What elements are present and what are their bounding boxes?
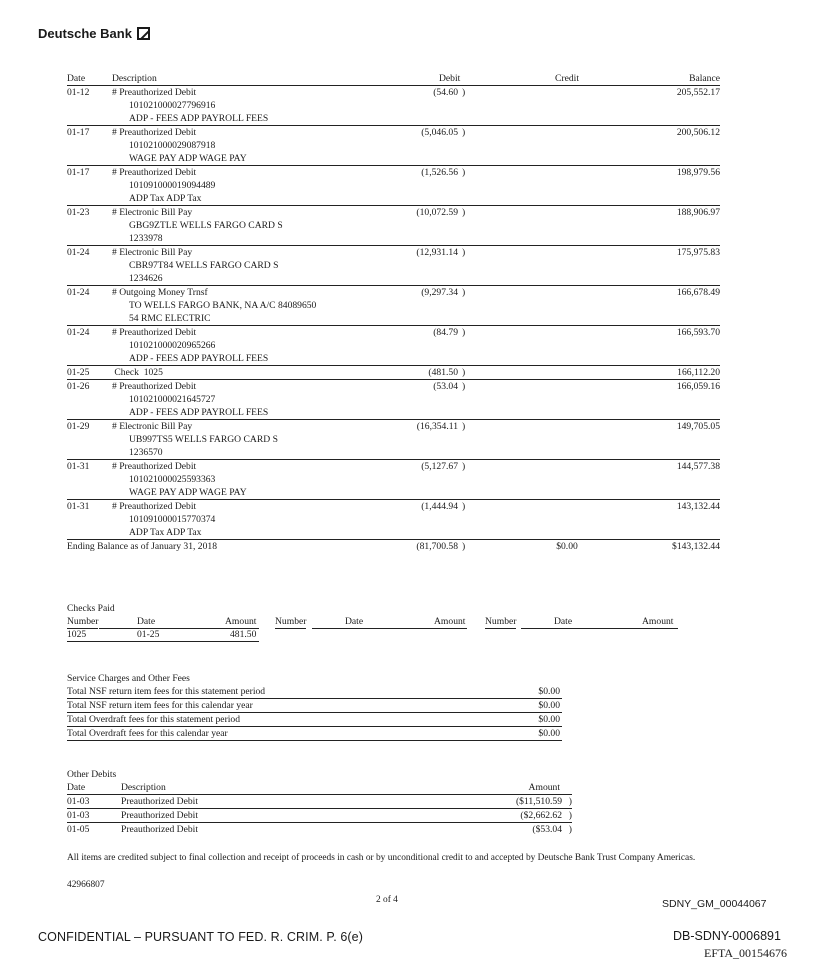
ending-credit-total: $0.00 <box>556 541 578 552</box>
transaction-date: 01-24 <box>67 327 90 338</box>
transaction-detail-line: 101021000021645727 <box>129 394 216 405</box>
transaction-description <box>67 366 720 379</box>
fee-label: Total NSF return item fees for this statement period <box>67 686 266 697</box>
transaction-row <box>67 326 720 366</box>
col-header-description: Description <box>112 73 157 84</box>
transaction-detail-line: ADP - FEES ADP PAYROLL FEES <box>129 353 269 364</box>
transaction-row <box>67 286 720 326</box>
transaction-type: # Preauthorized Debit <box>112 87 197 98</box>
col-header-balance: Balance <box>689 73 720 84</box>
deutsche-bank-slash-square-icon <box>137 27 150 40</box>
transaction-date: 01-26 <box>67 381 90 392</box>
other-debit-amount: ($2,662.62 <box>520 810 562 821</box>
col-header-debit: Debit <box>439 73 461 84</box>
transaction-debit: (9,297.34 <box>421 287 458 298</box>
transaction-debit-paren: ) <box>462 127 466 138</box>
fee-row <box>67 713 562 727</box>
transaction-detail-line: 1233978 <box>129 233 163 244</box>
transaction-date: 01-24 <box>67 247 90 258</box>
check-row <box>67 628 682 641</box>
transaction-type: # Preauthorized Debit <box>112 461 197 472</box>
other-debit-paren: ) <box>568 796 572 807</box>
check-date: 01-25 <box>137 629 160 640</box>
check-number: 1025 <box>67 629 87 640</box>
transaction-detail-line: CBR97T84 WELLS FARGO CARD S <box>129 260 279 271</box>
checks-paid-title: Checks Paid <box>67 603 115 614</box>
transaction-debit-paren: ) <box>462 381 466 392</box>
transaction-balance: 198,979.56 <box>676 167 720 178</box>
transaction-detail-line: ADP - FEES ADP PAYROLL FEES <box>129 113 269 124</box>
other-debits-header-row <box>67 781 572 795</box>
transaction-detail-line: 101021000025593363 <box>129 474 216 485</box>
transaction-description <box>67 286 720 325</box>
transaction-debit: (5,046.05 <box>421 127 458 138</box>
transaction-description <box>67 500 720 539</box>
other-debit-description: Preauthorized Debit <box>121 810 198 821</box>
transaction-date: 01-31 <box>67 461 90 472</box>
transaction-balance: 175,975.83 <box>676 247 720 258</box>
transaction-detail-line: 101091000015770374 <box>129 514 216 525</box>
transaction-debit: (1,526.56 <box>421 167 458 178</box>
transaction-description <box>67 460 720 499</box>
transaction-balance: 144,577.38 <box>676 461 720 472</box>
transaction-description <box>67 126 720 165</box>
transaction-debit: (1,444.94 <box>421 501 458 512</box>
fee-label: Total Overdraft fees for this calendar year <box>67 728 228 739</box>
check-col-number-2: Number <box>275 616 307 627</box>
transaction-date: 01-17 <box>67 167 90 178</box>
check-col-amount-1: Amount <box>225 616 257 627</box>
transaction-row <box>67 366 720 380</box>
transaction-debit: (16,354.11 <box>416 421 458 432</box>
check-col-date-3: Date <box>554 616 573 627</box>
transaction-debit: (481.50 <box>428 367 458 378</box>
transaction-detail-line: ADP Tax ADP Tax <box>129 527 202 538</box>
transaction-debit-paren: ) <box>462 287 466 298</box>
confidential-notice: CONFIDENTIAL – PURSUANT TO FED. R. CRIM. P. 6(e) <box>38 930 363 944</box>
transaction-detail-line: GBG9ZTLE WELLS FARGO CARD S <box>129 220 283 231</box>
other-debit-date: 01-03 <box>67 810 90 821</box>
transaction-balance: 200,506.12 <box>676 127 720 138</box>
disclaimer-text: All items are credited subject to final collection and receipt of proceeds in cash or by unconditional credit to and accepted by Deutsche Bank Trust Company Americas. <box>67 853 696 863</box>
transaction-row <box>67 206 720 246</box>
checks-paid-header-row <box>67 615 682 628</box>
check-col-number-1: Number <box>67 616 99 627</box>
other-col-amount: Amount <box>528 782 560 793</box>
transaction-row <box>67 420 720 460</box>
transaction-balance: 166,112.20 <box>677 367 720 378</box>
other-debit-amount: ($53.04 <box>532 824 562 835</box>
transaction-type: # Outgoing Money Trnsf <box>112 287 208 298</box>
ending-balance-total: $143,132.44 <box>672 541 720 552</box>
other-debit-date: 01-05 <box>67 824 90 835</box>
transaction-date: 01-25 <box>67 367 90 378</box>
transaction-debit: (12,931.14 <box>416 247 458 258</box>
transaction-description <box>67 166 720 205</box>
transaction-row <box>67 380 720 420</box>
transactions-table <box>67 72 720 553</box>
transaction-row <box>67 86 720 126</box>
bates-number-gm: SDNY_GM_00044067 <box>662 898 767 910</box>
transaction-row <box>67 126 720 166</box>
transaction-balance: 205,552.17 <box>676 87 720 98</box>
transaction-debit: (5,127.67 <box>421 461 458 472</box>
transactions-body <box>67 86 720 540</box>
other-debit-amount: ($11,510.59 <box>515 796 562 807</box>
service-charges-section <box>67 672 562 741</box>
transaction-type: # Preauthorized Debit <box>112 327 197 338</box>
check-col-date-1: Date <box>137 616 156 627</box>
ending-balance-row <box>67 540 720 553</box>
other-debit-paren: ) <box>568 824 572 835</box>
transaction-type: Check 1025 <box>112 367 163 378</box>
transaction-date: 01-24 <box>67 287 90 298</box>
efta-number: EFTA_00154676 <box>704 946 788 960</box>
transaction-detail-line: ADP Tax ADP Tax <box>129 193 202 204</box>
other-debits-title: Other Debits <box>67 769 117 780</box>
transaction-row <box>67 500 720 540</box>
transaction-detail-line: 101021000020965266 <box>129 340 216 351</box>
transaction-type: # Preauthorized Debit <box>112 501 197 512</box>
transaction-type: # Electronic Bill Pay <box>112 421 193 432</box>
fee-amount: $0.00 <box>538 686 560 697</box>
fee-amount: $0.00 <box>538 714 560 725</box>
checks-paid-section <box>67 602 682 641</box>
transaction-row <box>67 166 720 206</box>
transaction-type: # Electronic Bill Pay <box>112 207 193 218</box>
transaction-detail-line: ADP - FEES ADP PAYROLL FEES <box>129 407 269 418</box>
transaction-detail-line: WAGE PAY ADP WAGE PAY <box>129 487 247 498</box>
account-reference: 42966807 <box>67 880 105 890</box>
transaction-description <box>67 86 720 125</box>
col-header-credit: Credit <box>555 73 579 84</box>
fee-label: Total NSF return item fees for this calendar year <box>67 700 253 711</box>
transaction-debit-paren: ) <box>462 167 466 178</box>
transaction-detail-line: 101021000029087918 <box>129 140 216 151</box>
transaction-balance: 149,705.05 <box>676 421 720 432</box>
transaction-date: 01-17 <box>67 127 90 138</box>
transaction-detail-line: 1234626 <box>129 273 163 284</box>
fee-row <box>67 727 562 741</box>
check-col-date-2: Date <box>345 616 364 627</box>
other-debits-section <box>67 768 572 836</box>
transaction-type: # Preauthorized Debit <box>112 167 197 178</box>
fee-row <box>67 685 562 699</box>
other-debit-row <box>67 795 572 809</box>
transaction-balance: 166,593.70 <box>676 327 720 338</box>
check-col-amount-2: Amount <box>434 616 466 627</box>
transaction-balance: 143,132.44 <box>676 501 720 512</box>
bates-number-db: DB-SDNY-0006891 <box>673 929 781 943</box>
check-col-amount-3: Amount <box>642 616 674 627</box>
ending-debit-total: (81,700.58 <box>416 541 458 552</box>
transaction-detail-line: WAGE PAY ADP WAGE PAY <box>129 153 247 164</box>
transaction-debit-paren: ) <box>462 207 466 218</box>
transaction-debit-paren: ) <box>462 247 466 258</box>
transaction-description <box>67 420 720 459</box>
fee-row <box>67 699 562 713</box>
transaction-debit: (54.60 <box>433 87 458 98</box>
transaction-date: 01-31 <box>67 501 90 512</box>
transaction-debit-paren: ) <box>462 461 466 472</box>
bank-logo <box>38 26 150 41</box>
col-header-date: Date <box>67 73 86 84</box>
transaction-debit-paren: ) <box>462 501 466 512</box>
fee-amount: $0.00 <box>538 700 560 711</box>
transaction-debit-paren: ) <box>462 87 466 98</box>
other-debit-date: 01-03 <box>67 796 90 807</box>
other-debit-row <box>67 809 572 823</box>
transactions-header-row <box>67 72 720 86</box>
transaction-description <box>67 246 720 285</box>
transaction-date: 01-23 <box>67 207 90 218</box>
transaction-balance: 188,906.97 <box>676 207 720 218</box>
transaction-detail-line: 101021000027796916 <box>129 100 216 111</box>
transaction-debit-paren: ) <box>462 421 466 432</box>
ending-balance-label: Ending Balance as of January 31, 2018 <box>67 541 217 552</box>
transaction-description <box>67 326 720 365</box>
fees-title: Service Charges and Other Fees <box>67 673 190 684</box>
page-number: 2 of 4 <box>376 895 398 905</box>
transaction-description <box>67 206 720 245</box>
other-debit-row <box>67 823 572 836</box>
transaction-detail-line: UB997TS5 WELLS FARGO CARD S <box>129 434 278 445</box>
transaction-description <box>67 380 720 419</box>
transaction-debit-paren: ) <box>462 367 466 378</box>
transaction-detail-line: 54 RMC ELECTRIC <box>129 313 211 324</box>
transaction-type: # Electronic Bill Pay <box>112 247 193 258</box>
transaction-debit: (84.79 <box>433 327 458 338</box>
transaction-debit: (53.04 <box>433 381 458 392</box>
transaction-balance: 166,059.16 <box>676 381 720 392</box>
transaction-type: # Preauthorized Debit <box>112 381 197 392</box>
transaction-balance: 166,678.49 <box>676 287 720 298</box>
other-col-description: Description <box>121 782 166 793</box>
other-debit-description: Preauthorized Debit <box>121 824 198 835</box>
other-debit-paren: ) <box>568 810 572 821</box>
transaction-debit: (10,072.59 <box>416 207 458 218</box>
other-debit-description: Preauthorized Debit <box>121 796 198 807</box>
check-col-number-3: Number <box>485 616 517 627</box>
transaction-detail-line: 1236570 <box>129 447 163 458</box>
transaction-row <box>67 460 720 500</box>
transaction-detail-line: 101091000019094489 <box>129 180 216 191</box>
transaction-type: # Preauthorized Debit <box>112 127 197 138</box>
bank-name: Deutsche Bank <box>38 26 132 41</box>
transaction-date: 01-29 <box>67 421 90 432</box>
transaction-debit-paren: ) <box>462 327 466 338</box>
other-col-date: Date <box>67 782 86 793</box>
check-amount: 481.50 <box>230 629 257 640</box>
transaction-detail-line: TO WELLS FARGO BANK, NA A/C 84089650 <box>129 300 317 311</box>
transaction-row <box>67 246 720 286</box>
transaction-date: 01-12 <box>67 87 90 98</box>
fee-amount: $0.00 <box>538 728 560 739</box>
ending-debit-paren: ) <box>462 541 466 552</box>
fee-label: Total Overdraft fees for this statement period <box>67 714 241 725</box>
